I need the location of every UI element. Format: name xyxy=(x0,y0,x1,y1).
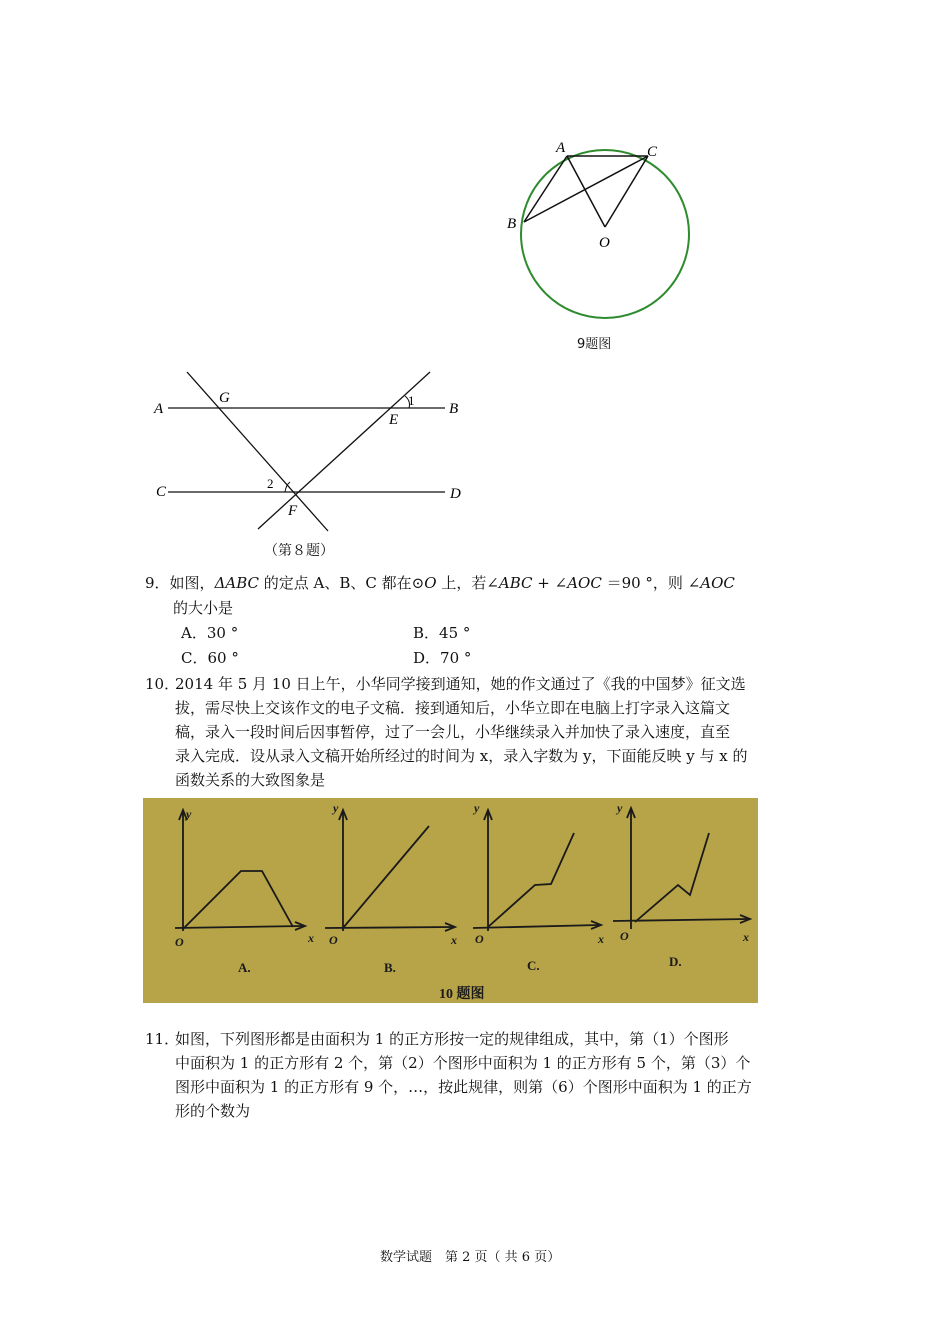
label-1: 1 xyxy=(408,393,415,408)
angle-abc: ∠ABC xyxy=(486,574,533,592)
graph-d-o: O xyxy=(620,929,629,943)
q10-line-2: 拔，需尽快上交该作文的电子文稿．接到通知后，小华立即在电脑上打字录入这篇文 xyxy=(175,699,731,717)
angle-aoc: ∠AOC xyxy=(554,574,602,592)
graph-b xyxy=(325,810,455,931)
label-f: F xyxy=(288,503,298,519)
graph-a-letter: A. xyxy=(238,960,251,975)
q9-option-c: C．60 ° xyxy=(181,649,239,667)
graph-c-x: x xyxy=(598,932,604,946)
transversal-gf xyxy=(187,372,328,531)
angle-aoc-2: ∠AOC xyxy=(687,574,735,592)
label-a: A xyxy=(556,140,566,156)
figure-8 xyxy=(150,365,480,535)
triangle-abc: ΔABC xyxy=(214,574,260,592)
figure-10-caption: 10 题图 xyxy=(439,987,485,1002)
circle-o xyxy=(521,150,689,318)
label-e: E xyxy=(389,412,399,428)
graph-d xyxy=(613,808,750,929)
q9-line-2: 的大小是 xyxy=(173,599,234,617)
q10-line-4: 录入完成．设从录入文稿开始所经过的时间为 x，录入字数为 y，下面能反映 y 与 x 的 xyxy=(175,747,748,765)
figure-10-photo xyxy=(143,798,758,1003)
label-b: B xyxy=(449,401,459,417)
label-c: C xyxy=(156,484,167,500)
segment-ab xyxy=(524,156,567,222)
question-number: 9． xyxy=(145,574,170,592)
label-d: D xyxy=(450,486,461,502)
question-11-number: 11． xyxy=(145,1030,180,1048)
label-a: A xyxy=(154,401,164,417)
figure-8-caption: （第８题） xyxy=(264,543,334,559)
q9-option-a: A．30 ° xyxy=(181,624,239,642)
page-footer: 数学试题 第 2 页（ 共 6 页） xyxy=(380,1250,561,1265)
graph-a-x: x xyxy=(308,931,314,945)
graph-a-y: y xyxy=(186,807,192,821)
figure-9-caption: 9题图 xyxy=(577,337,612,352)
graph-b-x: x xyxy=(451,933,457,947)
q9-option-d: D．70 ° xyxy=(413,649,472,667)
q10-line-3: 稿，录入一段时间后因事暂停，过了一会儿，小华继续录入并加快了录入速度，直至 xyxy=(175,723,731,741)
label-b: B xyxy=(507,216,517,232)
q11-line-2: 中面积为 1 的正方形有 2 个，第（2）个图形中面积为 1 的正方形有 5 个，第（3）个 xyxy=(175,1054,751,1072)
question-9: 9．如图，ΔABC 的定点 A、B、C 都在⊙O 上，若∠ABC + ∠AOC ＝90 °，则 ∠AOC xyxy=(145,574,735,592)
graph-c xyxy=(473,810,601,931)
graph-c-letter: C. xyxy=(527,958,540,973)
label-c: C xyxy=(647,144,658,160)
q11-line-3: 图形中面积为 1 的正方形有 9 个，…，按此规律，则第（6）个图形中面积为 1 的正方 xyxy=(175,1078,752,1096)
figure-9 xyxy=(495,135,705,320)
q9-text: 如图， xyxy=(169,574,215,592)
graph-b-o: O xyxy=(329,933,338,947)
graph-c-o: O xyxy=(475,932,484,946)
graph-c-y: y xyxy=(474,801,480,815)
question-10-number: 10． xyxy=(145,675,180,693)
graph-a xyxy=(175,810,305,931)
transversal-ef xyxy=(258,372,430,529)
graph-d-letter: D. xyxy=(669,954,682,969)
graph-d-y: y xyxy=(617,801,623,815)
segment-ao xyxy=(567,156,605,227)
q10-line-5: 函数关系的大致图象是 xyxy=(175,771,326,789)
label-o: O xyxy=(599,235,610,251)
q9-option-b: B．45 ° xyxy=(413,624,471,642)
label-2: 2 xyxy=(267,476,274,491)
figure-10-graphs xyxy=(143,798,758,1003)
q11-line-1: 如图，下列图形都是由面积为 1 的正方形按一定的规律组成，其中，第（1）个图形 xyxy=(175,1030,729,1048)
q10-line-1: 2014 年 5 月 10 日上午，小华同学接到通知，她的作文通过了《我的中国梦》征文选 xyxy=(175,675,746,693)
graph-a-o: O xyxy=(175,935,184,949)
segment-bc xyxy=(524,156,648,222)
q11-line-4: 形的个数为 xyxy=(175,1102,251,1120)
graph-d-x: x xyxy=(743,930,749,944)
label-g: G xyxy=(219,390,230,406)
graph-b-letter: B. xyxy=(384,960,396,975)
graph-b-y: y xyxy=(333,801,339,815)
